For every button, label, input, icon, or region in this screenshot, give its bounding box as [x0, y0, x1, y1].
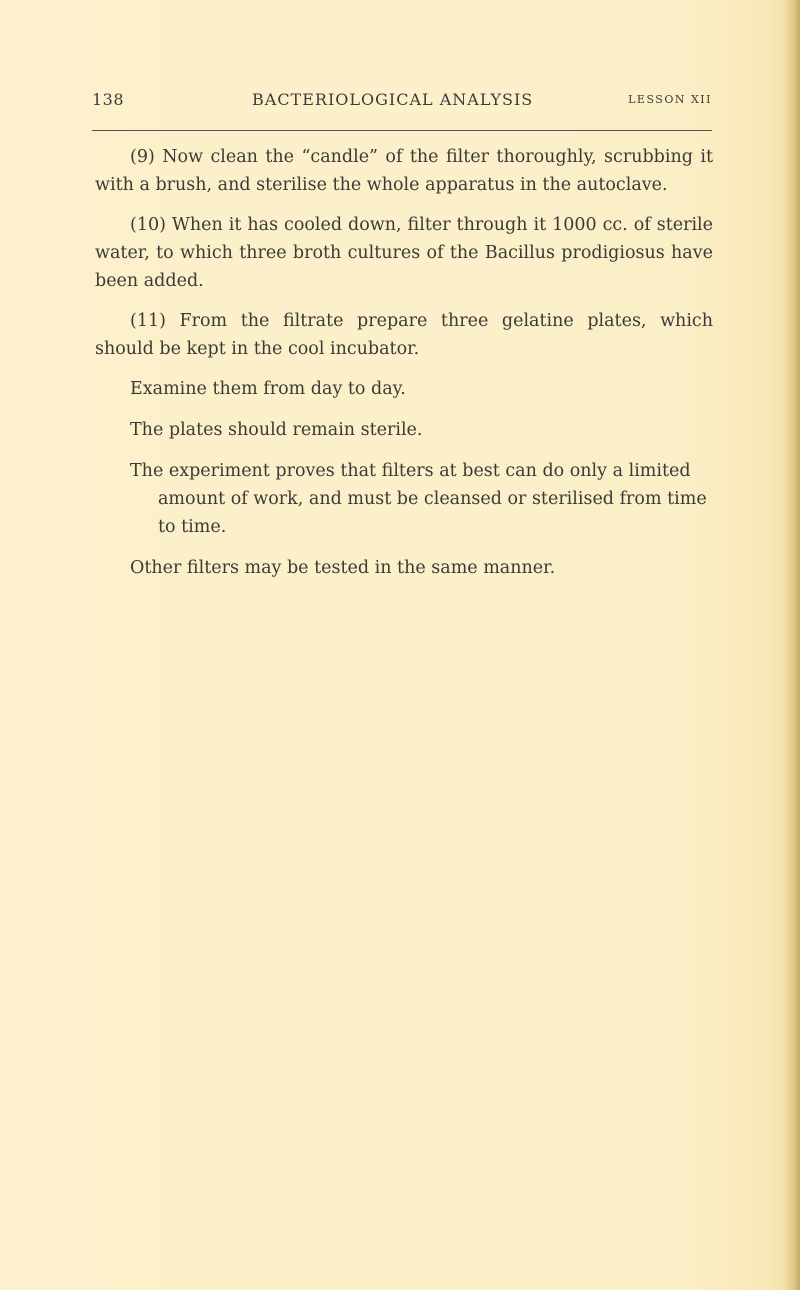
step-11-paragraph: (11) From the filtrate prepare three gelatine plates, which should be kept in the cool incubator. — [95, 311, 713, 359]
running-title: BACTERIOLOGICAL ANALYSIS — [252, 90, 534, 109]
lesson-label: LESSON XII — [628, 93, 712, 106]
step-10-paragraph: (10) When it has cooled down, filter through it 1000 cc. of sterile water, to which three broth cultures of the Bacillus prodigiosus have been added. — [95, 215, 713, 291]
body-text — [95, 143, 713, 595]
page-header — [92, 90, 712, 114]
note-experiment-proves: The experiment proves that filters at best can do only a limited amount of work, and must be cleansed or sterilised from time to time. — [130, 461, 707, 537]
page-number: 138 — [92, 90, 125, 109]
note-plates-sterile: The plates should remain sterile. — [130, 420, 423, 440]
step-9-paragraph: (9) Now clean the “candle” of the filter thoroughly, scrubbing it with a brush, and sterilise the whole apparatus in the autoclave. — [95, 147, 713, 195]
note-other-filters: Other filters may be tested in the same manner. — [130, 558, 556, 578]
header-rule — [92, 130, 712, 131]
note-examine: Examine them from day to day. — [130, 379, 406, 399]
page-edge-shadow — [784, 0, 800, 1290]
